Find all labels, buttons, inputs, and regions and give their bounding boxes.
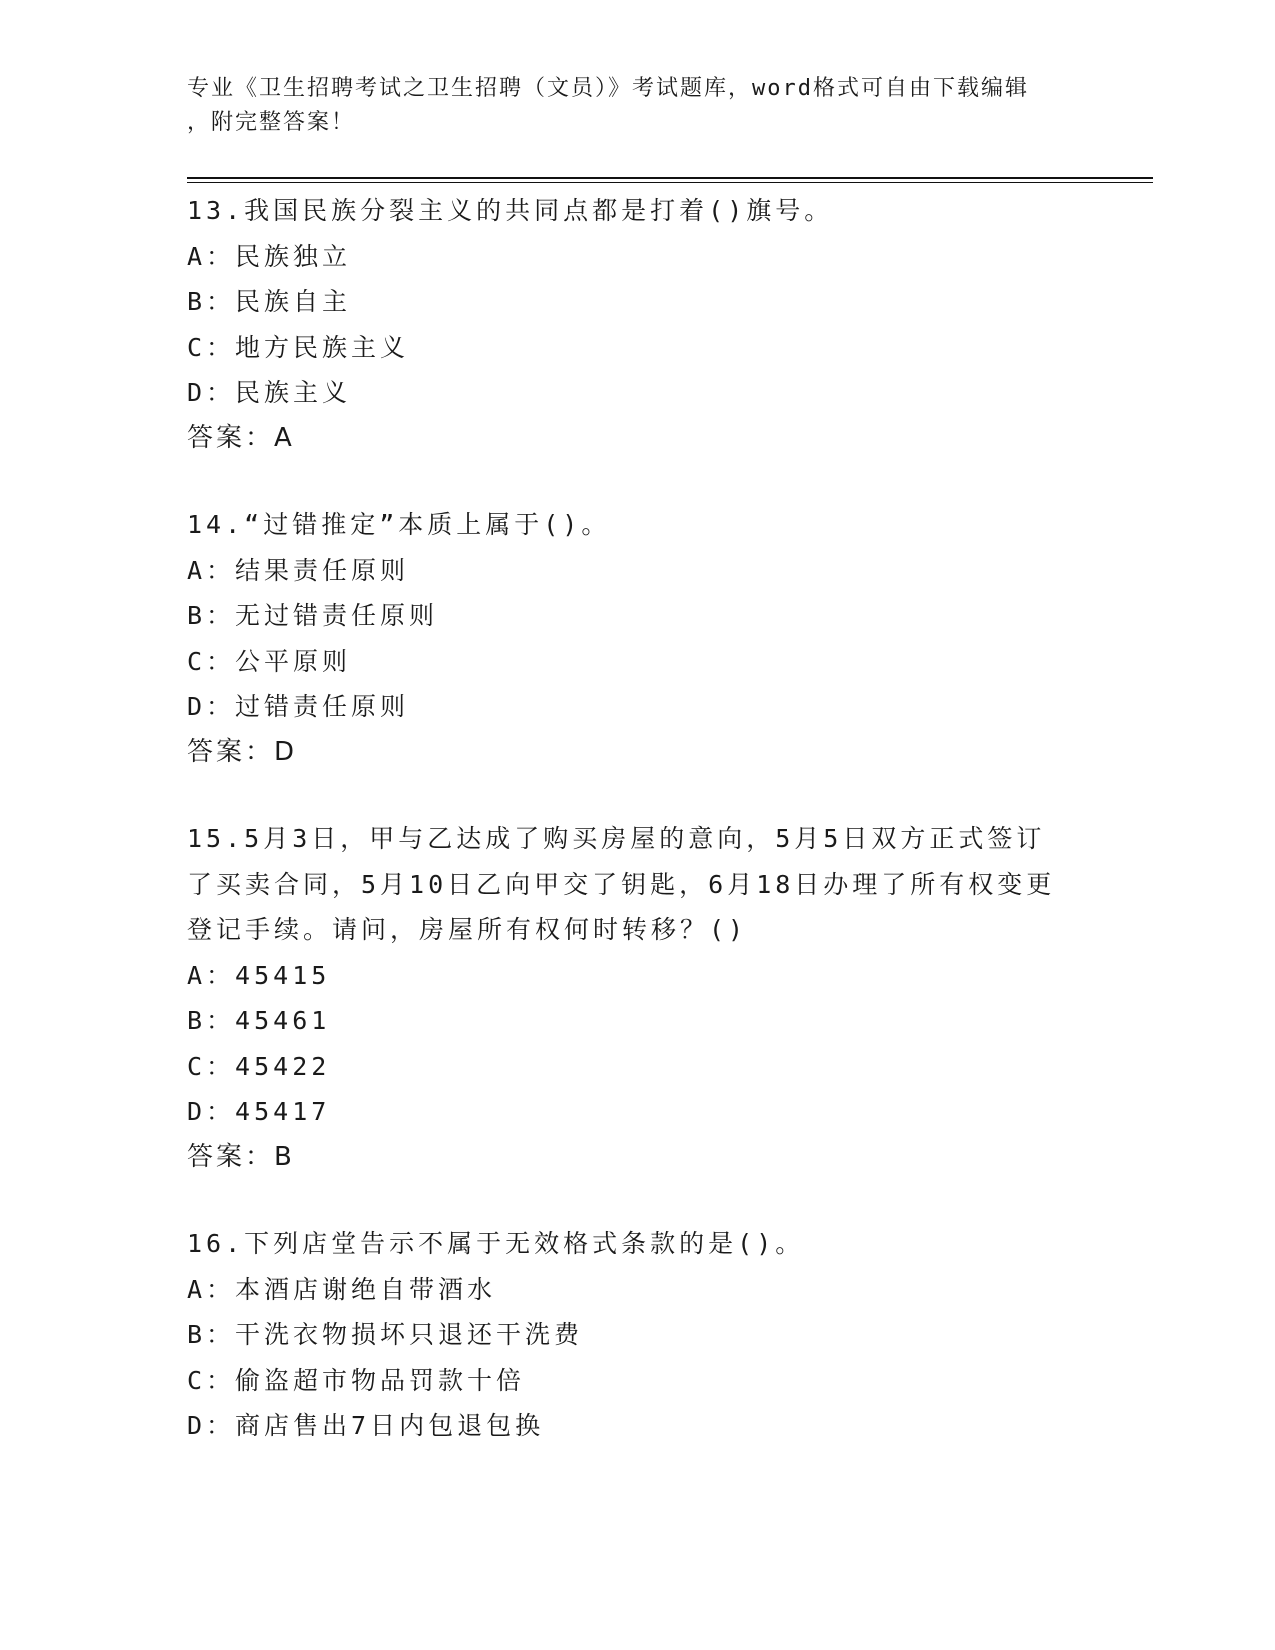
option-b: B：干洗衣物损坏只退还干洗费 [187,1320,584,1349]
option-b: B：民族自主 [187,287,352,316]
option-a: A：45415 [187,960,331,990]
answer-line: 答案：D [187,736,298,767]
option-d: D：商店售出7日内包退包换 [187,1411,545,1440]
question-14 [187,502,1087,775]
question-stem-line-1: 15.5月3日，甲与乙达成了购买房屋的意向，5月5日双方正式签订 [187,824,1046,853]
option-c: C：偷盗超市物品罚款十倍 [187,1365,526,1395]
answer-line: 答案：B [187,1141,295,1172]
document-header [187,72,1067,140]
option-a: A：结果责任原则 [187,555,410,585]
question-stem-line-2: 了买卖合同，5月10日乙向甲交了钥匙，6月18日办理了所有权变更 [187,869,1056,899]
header-line-2: ，附完整答案！ [187,110,356,135]
option-b: B：无过错责任原则 [187,601,439,630]
option-c: C：45422 [187,1051,331,1081]
header-divider-thick [187,177,1153,179]
question-stem: 13.我国民族分裂主义的共同点都是打着()旗号。 [187,196,834,225]
question-stem-line-3: 登记手续。请问，房屋所有权何时转移？() [187,915,748,944]
option-a: A：民族独立 [187,241,352,271]
question-stem: 14.“过错推定”本质上属于()。 [187,510,611,539]
question-16 [187,1221,1087,1449]
option-d: D：过错责任原则 [187,692,410,721]
option-d: D：民族主义 [187,378,352,407]
option-c: C：地方民族主义 [187,332,410,362]
question-15 [187,816,1087,1180]
option-b: B：45461 [187,1006,331,1035]
option-c: C：公平原则 [187,646,352,676]
question-list [187,188,1087,1490]
option-d: D：45417 [187,1097,331,1126]
header-divider-thin [187,182,1153,183]
answer-line: 答案：A [187,422,295,453]
question-stem: 16.下列店堂告示不属于无效格式条款的是()。 [187,1229,805,1258]
header-line-1: 专业《卫生招聘考试之卫生招聘（文员）》考试题库，word格式可自由下载编辑 [187,76,1029,101]
option-a: A：本酒店谢绝自带酒水 [187,1274,497,1304]
question-13 [187,188,1087,461]
